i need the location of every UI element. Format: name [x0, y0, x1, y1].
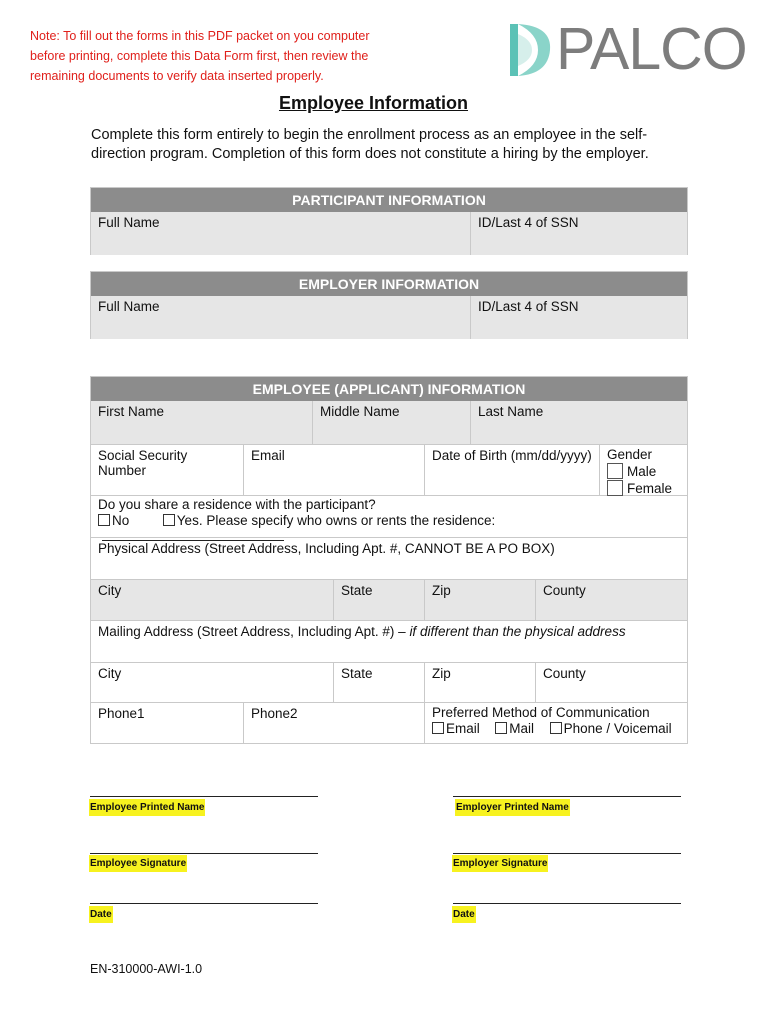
note-line: remaining documents to verify data inserted properly.	[30, 69, 324, 83]
field-label: Full Name	[98, 215, 160, 230]
female-checkbox[interactable]	[607, 480, 623, 496]
employer-full-name-field[interactable]	[91, 296, 471, 339]
field-label: First Name	[98, 404, 165, 419]
mailing-address-field[interactable]	[91, 621, 687, 663]
gender-label: Gender	[607, 447, 653, 462]
field-label: State	[341, 583, 373, 598]
field-label: Social Security Number	[98, 448, 188, 478]
preferred-method-options	[432, 721, 680, 737]
field-label: Phone1	[98, 706, 145, 721]
field-label: Zip	[432, 583, 451, 598]
option-label: Male	[627, 464, 657, 479]
employee-signature-line[interactable]	[90, 853, 318, 854]
option-label: Mail	[509, 721, 535, 736]
employer-date-label: Date	[452, 906, 476, 923]
employer-section	[90, 271, 688, 339]
field-label: Full Name	[98, 299, 160, 314]
county-field[interactable]	[536, 580, 687, 621]
residence-question	[91, 496, 687, 538]
field-label: City	[98, 583, 122, 598]
field-label: ID/Last 4 of SSN	[478, 215, 579, 230]
residence-question-text: Do you share a residence with the participant?	[98, 497, 376, 512]
employer-printed-name-line[interactable]	[453, 796, 681, 797]
mailing-city-field[interactable]	[91, 663, 334, 703]
employer-signature-line[interactable]	[453, 853, 681, 854]
mailing-state-field[interactable]	[334, 663, 425, 703]
phone2-field[interactable]	[244, 703, 425, 744]
participant-header: PARTICIPANT INFORMATION	[91, 188, 687, 212]
note-line: before printing, complete this Data Form first, then review the	[30, 49, 369, 63]
ssn-field[interactable]	[91, 445, 244, 496]
note-line: Note: To fill out the forms in this PDF packet on you computer	[30, 29, 370, 43]
mailing-zip-field[interactable]	[425, 663, 536, 703]
residence-no-label: No	[112, 513, 130, 528]
first-name-field[interactable]	[91, 401, 313, 445]
field-label: Email	[251, 448, 285, 463]
employee-printed-name-line[interactable]	[90, 796, 318, 797]
field-label: Phone2	[251, 706, 298, 721]
pref-email-checkbox[interactable]	[432, 722, 444, 734]
field-label: ID/Last 4 of SSN	[478, 299, 579, 314]
option-label: Phone / Voicemail	[563, 721, 672, 736]
palco-logo-mark-icon	[508, 20, 556, 80]
employee-header: EMPLOYEE (APPLICANT) INFORMATION	[91, 377, 687, 401]
field-label: County	[543, 666, 586, 681]
last-name-field[interactable]	[471, 401, 687, 445]
mailing-note: if different than the physical address	[409, 624, 626, 639]
participant-full-name-field[interactable]	[91, 212, 471, 255]
mailing-county-field[interactable]	[536, 663, 687, 703]
state-field[interactable]	[334, 580, 425, 621]
field-label: Middle Name	[320, 404, 400, 419]
employee-signature-label: Employee Signature	[89, 855, 187, 872]
preferred-method-field	[425, 703, 687, 744]
gender-female-option[interactable]	[607, 480, 680, 497]
preferred-method-label: Preferred Method of Communication	[432, 705, 650, 720]
employer-printed-name-label: Employer Printed Name	[455, 799, 570, 816]
employee-printed-name-label: Employee Printed Name	[89, 799, 205, 816]
zip-field[interactable]	[425, 580, 536, 621]
participant-section	[90, 187, 688, 255]
employee-date-line[interactable]	[90, 903, 318, 904]
residence-no-checkbox[interactable]	[98, 514, 110, 526]
pref-phone-checkbox[interactable]	[550, 722, 562, 734]
employer-header: EMPLOYER INFORMATION	[91, 272, 687, 296]
palco-logo	[508, 16, 747, 82]
pref-mail-checkbox[interactable]	[495, 722, 507, 734]
option-label: Female	[627, 481, 673, 496]
employer-id-field[interactable]	[471, 296, 687, 339]
residence-yes-checkbox[interactable]	[163, 514, 175, 526]
field-label: State	[341, 666, 373, 681]
residence-yes-label: Yes. Please specify who owns or rents the residence:	[176, 513, 496, 528]
employee-date-label: Date	[89, 906, 113, 923]
palco-wordmark: PALCO	[556, 16, 747, 82]
employer-date-line[interactable]	[453, 903, 681, 904]
phone1-field[interactable]	[91, 703, 244, 744]
email-field[interactable]	[244, 445, 425, 496]
field-label: Mailing Address (Street Address, Including Apt. #) –	[98, 624, 406, 639]
field-label: County	[543, 583, 586, 598]
field-label: City	[98, 666, 122, 681]
gender-field	[600, 445, 687, 496]
dob-field[interactable]	[425, 445, 600, 496]
employer-signature-label: Employer Signature	[452, 855, 548, 872]
participant-id-field[interactable]	[471, 212, 687, 255]
city-field[interactable]	[91, 580, 334, 621]
middle-name-field[interactable]	[313, 401, 471, 445]
intro-text: Complete this form entirely to begin the enrollment process as an employee in the self-direction program. Completion of this form does not constitute a hiring by the employer.	[91, 127, 649, 162]
page-title: Employee Information	[278, 93, 469, 113]
option-label: Email	[446, 721, 480, 736]
physical-address-field[interactable]	[91, 538, 687, 580]
field-label: Last Name	[478, 404, 544, 419]
instruction-note	[30, 26, 430, 86]
field-label: Zip	[432, 666, 451, 681]
field-label: Date of Birth (mm/dd/yyyy)	[432, 448, 592, 463]
form-code: EN-310000-AWI-1.0	[90, 962, 203, 976]
field-label: Physical Address (Street Address, Including Apt. #, CANNOT BE A PO BOX)	[98, 541, 555, 556]
male-checkbox[interactable]	[607, 463, 623, 479]
employee-section	[90, 376, 688, 744]
gender-male-option[interactable]	[607, 463, 680, 480]
